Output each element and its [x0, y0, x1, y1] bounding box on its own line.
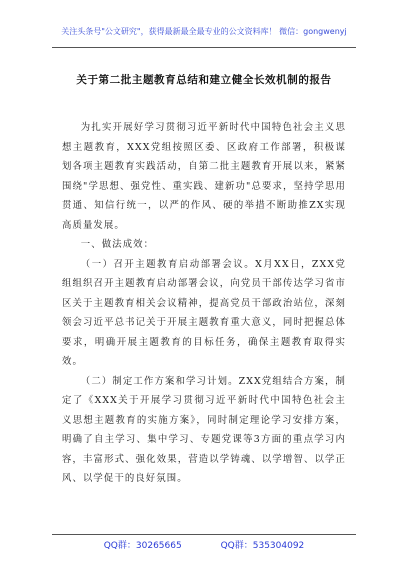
- body-paragraph-intro: 为扎实开展好学习贯彻习近平新时代中国特色社会主义思想主题教育，XXX党组按照区委、区政府工作部署，积极谋划各项主题教育实践活动，自第二批主题教育开展以来，紧紧围绕"学思想、强党性、重实践、建新功"总要求，坚持学思用贯通、知信行统一，以严的作风、硬的举措不断助推ZX实现高质量发展。: [62, 122, 346, 231]
- document-body: [62, 118, 346, 489]
- header-promo-note: 关注头条号"公文研究"，获得最新最全最专业的公文资料库！ 微信：gongwenyj: [61, 27, 347, 36]
- footer-qq-group-2: QQ群：535304092: [220, 541, 305, 551]
- footer-contact: [0, 538, 408, 551]
- document-title: 关于第二批主题教育总结和建立健全长效机制的报告: [76, 74, 332, 86]
- body-paragraph-2: （二）制定工作方案和学习计划。ZXX党组结合方案，制定了《XXX关于开展学习贯彻习近平新时代中国特色社会主义思想主题教育的实施方案》，同时制定理论学习安排方案，明确了自主学习、集中学习、专题党课等3方面的重点学习内容，丰富形式、强化效果，营造以学铸魂、以学增智、以学正风、以学促干的良好氛围。: [62, 375, 346, 484]
- section-heading-practices: 一、做法成效：: [80, 239, 155, 250]
- footer-divider: [52, 534, 356, 535]
- footer-qq-group-1: QQ群：30265665: [103, 541, 182, 551]
- header-divider: [52, 47, 356, 48]
- body-paragraph-1: （一）召开主题教育启动部署会议。X月XX日，ZXX党组组织召开主题教育启动部署会议，向党员干部传达学习省市区关于主题教育相关会议精神，提高党员干部政治站位，深刻领会习近平总书记关于开展主题教育重大意义，同时把握总体要求，明确开展主题教育的目标任务，确保主题教育取得实效。: [62, 258, 346, 367]
